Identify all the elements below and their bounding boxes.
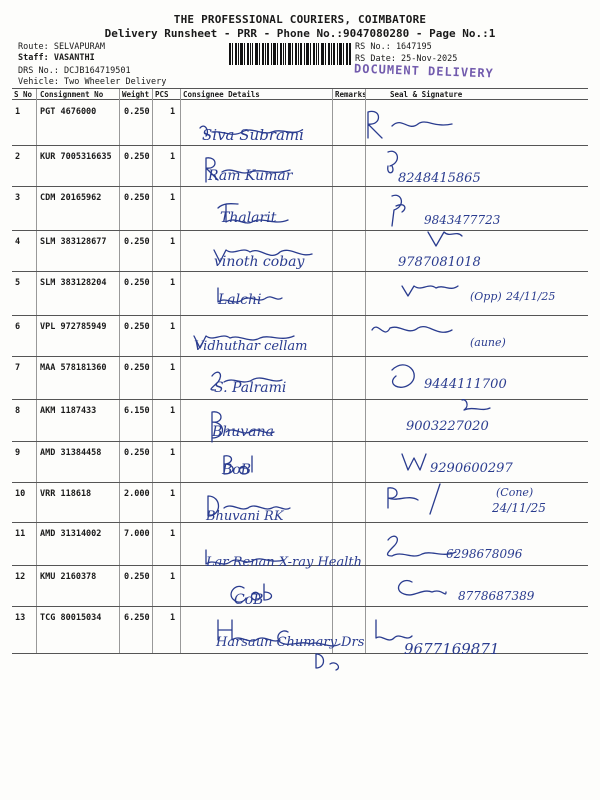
signature-scribble <box>392 195 405 226</box>
hw-name: Ram Kumar <box>208 168 293 184</box>
signature-scribble <box>278 631 340 646</box>
row-divider <box>12 399 588 400</box>
consignment-no-cell: KMU 2160378 <box>40 572 97 582</box>
hw-phone: 9003227020 <box>406 419 489 434</box>
hw-phone: 9843477723 <box>424 213 501 227</box>
row-divider <box>12 522 588 523</box>
consignment-no-cell: MAA 578181360 <box>40 363 107 373</box>
staff-label: Staff: VASANTHI <box>18 53 95 63</box>
col-weight: Weight <box>122 90 150 99</box>
drs-number: DRS No.: DCJB164719501 <box>18 66 131 76</box>
row-divider <box>12 230 588 231</box>
hw-phone: 9290600297 <box>430 461 513 476</box>
hw-name: Thalarit <box>220 210 277 226</box>
pcs-cell: 1 <box>170 572 176 582</box>
signature-scribble <box>208 496 290 516</box>
row-divider <box>12 271 588 272</box>
signature-scribble <box>218 620 280 641</box>
col-divider <box>152 89 153 653</box>
hw-name: Harsaun Chumary Drs <box>216 635 365 650</box>
vehicle-label: Vehicle: Two Wheeler Delivery <box>18 77 167 87</box>
consignment-no-cell: AKM 1187433 <box>40 406 97 416</box>
row-divider <box>12 565 588 566</box>
col-consignee: Consignee Details <box>183 90 260 99</box>
signature-scribble <box>388 536 456 556</box>
signature-scribble <box>462 400 490 410</box>
sno-cell: 8 <box>15 406 21 416</box>
signature-scribble <box>218 288 282 302</box>
sno-cell: 4 <box>15 237 21 247</box>
consignment-no-cell: PGT 4676000 <box>40 107 97 117</box>
row-divider <box>12 356 588 357</box>
hw-date: 24/11/25 <box>492 501 546 515</box>
signature-scribble <box>194 336 294 348</box>
signature-scribble <box>402 454 426 470</box>
sno-cell: 3 <box>15 193 21 203</box>
hw-phone: 6298678096 <box>446 547 523 561</box>
hw-name: Bhuvani RK <box>206 509 284 524</box>
col-consignment: Consignment No <box>40 90 104 99</box>
hw-name: Vidhuthar cellam <box>194 339 308 354</box>
col-divider <box>119 89 120 653</box>
signature-scribble <box>218 204 288 223</box>
pcs-cell: 1 <box>170 107 176 117</box>
signature-scribble <box>376 620 412 640</box>
row-divider <box>12 145 588 146</box>
weight-cell: 7.000 <box>124 529 150 539</box>
hw-note: (aune) <box>470 336 506 349</box>
col-divider <box>180 89 181 653</box>
signature-scribble <box>368 111 452 138</box>
hw-note: (Cone) <box>496 486 534 499</box>
document-delivery-stamp: DOCUMENT DELIVERY <box>353 61 495 81</box>
route-label: Route: SELVAPURAM <box>18 42 105 52</box>
signature-scribble <box>212 412 274 442</box>
signature-scribble <box>402 286 458 296</box>
runsheet-subtitle: Delivery Runsheet - PRR - Phone No.:9047080280 - Page No.:1 <box>104 27 496 40</box>
hw-phone: 9787081018 <box>398 255 481 270</box>
weight-cell: 0.250 <box>124 572 150 582</box>
barcode <box>229 43 351 65</box>
sno-cell: 7 <box>15 363 21 373</box>
consignment-no-cell: TCG 80015034 <box>40 613 102 623</box>
hw-name: vinoth cobay <box>214 254 305 270</box>
hw-phone: 9677169871 <box>404 640 500 658</box>
signature-scribble <box>224 456 252 474</box>
table-top-line <box>12 88 588 89</box>
signature-scribble <box>200 126 302 136</box>
signature-scribble <box>206 158 290 182</box>
consignment-no-cell: AMD 31314002 <box>40 529 102 539</box>
consignment-no-cell: VRR 118618 <box>40 489 92 499</box>
hw-name: Siva Subrami <box>202 126 304 144</box>
pcs-cell: 1 <box>170 152 176 162</box>
weight-cell: 6.150 <box>124 406 150 416</box>
pcs-cell: 1 <box>170 193 176 203</box>
sno-cell: 9 <box>15 448 21 458</box>
table-header-line <box>12 99 588 100</box>
pcs-cell: 1 <box>170 406 176 416</box>
signature-scribble <box>211 372 282 390</box>
row-divider <box>12 653 588 654</box>
signature-scribble <box>399 581 446 595</box>
hw-name: BoB <box>222 462 252 478</box>
sno-cell: 2 <box>15 152 21 162</box>
weight-cell: 0.250 <box>124 448 150 458</box>
col-pcs: PCS <box>155 90 169 99</box>
weight-cell: 0.250 <box>124 152 150 162</box>
hw-name: S. Palrami <box>214 380 287 396</box>
rs-date: RS Date: 25-Nov-2025 <box>355 54 458 64</box>
hw-phone: 8778687389 <box>458 589 535 603</box>
row-divider <box>12 606 588 607</box>
hw-name: Bhuvana <box>212 424 274 440</box>
weight-cell: 0.250 <box>124 363 150 373</box>
weight-cell: 2.000 <box>124 489 150 499</box>
col-divider <box>332 89 333 653</box>
consignment-no-cell: SLM 383128204 <box>40 278 107 288</box>
pcs-cell: 1 <box>170 613 176 623</box>
hw-name: Lalchi <box>218 292 262 308</box>
sno-cell: 10 <box>15 489 26 499</box>
signature-scribble <box>392 365 414 387</box>
weight-cell: 0.250 <box>124 237 150 247</box>
sno-cell: 11 <box>15 529 26 539</box>
pcs-cell: 1 <box>170 529 176 539</box>
pcs-cell: 1 <box>170 237 176 247</box>
hw-name: Lar Renan X-ray Health <box>206 555 362 570</box>
weight-cell: 0.250 <box>124 107 150 117</box>
row-divider <box>12 315 588 316</box>
consignment-no-cell: AMD 31384458 <box>40 448 102 458</box>
signature-scribble <box>231 584 271 602</box>
sno-cell: 6 <box>15 322 21 332</box>
weight-cell: 0.250 <box>124 278 150 288</box>
col-remarks: Remarks <box>335 90 367 99</box>
row-divider <box>12 482 588 483</box>
consignment-no-cell: VPL 972785949 <box>40 322 107 332</box>
hw-phone: 8248415865 <box>398 171 481 186</box>
pcs-cell: 1 <box>170 278 176 288</box>
signature-scribble <box>206 550 284 564</box>
col-sno: S No <box>14 90 33 99</box>
hw-note: (Opp) <box>470 290 502 303</box>
company-title: THE PROFESSIONAL COURIERS, COIMBATORE <box>173 13 427 26</box>
hw-phone: 9444111700 <box>424 377 507 392</box>
signature-scribble <box>428 232 462 246</box>
sno-cell: 13 <box>15 613 26 623</box>
pcs-cell: 1 <box>170 448 176 458</box>
consignment-no-cell: SLM 383128677 <box>40 237 107 247</box>
signature-scribble <box>214 250 312 262</box>
signature-scribble <box>316 654 338 670</box>
weight-cell: 0.250 <box>124 193 150 203</box>
hw-name: CoB <box>234 592 264 608</box>
col-divider <box>365 89 366 653</box>
row-divider <box>12 186 588 187</box>
weight-cell: 6.250 <box>124 613 150 623</box>
sno-cell: 12 <box>15 572 26 582</box>
signature-scribble <box>372 327 452 333</box>
pcs-cell: 1 <box>170 489 176 499</box>
consignment-no-cell: CDM 20165962 <box>40 193 102 203</box>
rs-number: RS No.: 1647195 <box>355 42 432 52</box>
weight-cell: 0.250 <box>124 322 150 332</box>
hw-date: 24/11/25 <box>506 290 556 303</box>
pcs-cell: 1 <box>170 363 176 373</box>
col-seal: Seal & Signature <box>390 90 463 99</box>
col-divider <box>36 89 37 653</box>
consignment-no-cell: KUR 7005316635 <box>40 152 112 162</box>
sno-cell: 5 <box>15 278 21 288</box>
sno-cell: 1 <box>15 107 21 117</box>
signature-scribble <box>388 151 398 172</box>
pcs-cell: 1 <box>170 322 176 332</box>
row-divider <box>12 441 588 442</box>
signature-scribble <box>388 484 440 514</box>
